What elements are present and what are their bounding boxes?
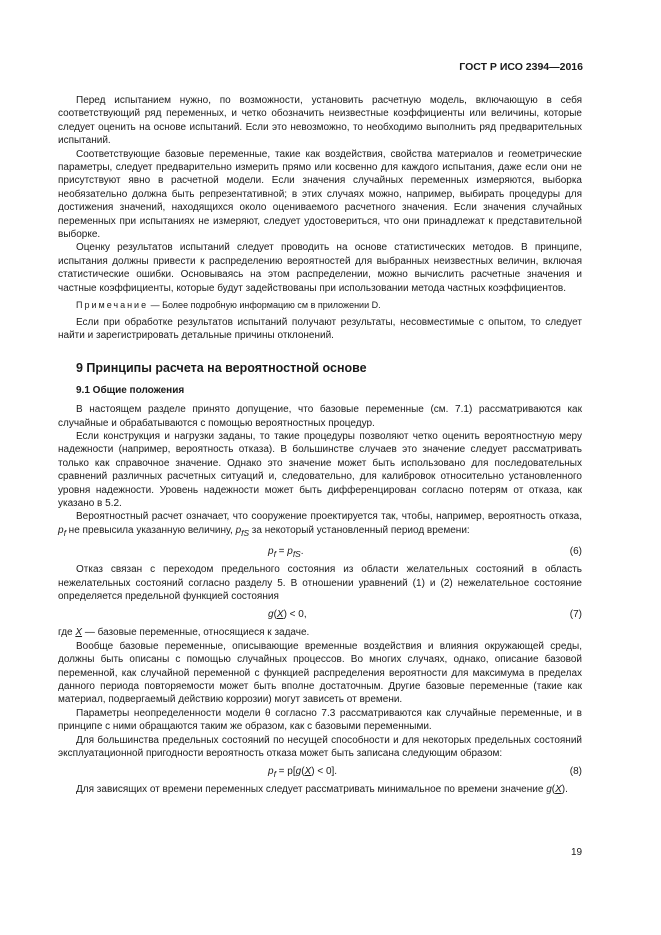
formula-6 xyxy=(58,543,582,560)
subsection-title: 9.1 Общие положения xyxy=(76,384,185,396)
formula-6-number: (6) xyxy=(569,546,582,558)
paragraph: Вообще базовые переменные, описывающие временные воздействия и влияния окружающей среды, должны быть описаны с помощью случайных процессов. Во многих случаях, однако, описание базовой переменной, как случайной переменной с функцией распределения вероятности для максимума в пределах данного периода повторяемости может быть вполне достаточным. Другие базовые переменные (такие как материал, подвергаемый действию коррозии) могут зависеть от времени. xyxy=(58,640,582,706)
formula-8 xyxy=(58,763,582,780)
page-number: 19 xyxy=(571,847,583,858)
formula-7-expression: g(X) < 0, xyxy=(268,609,307,621)
note-label: Примечание xyxy=(76,300,149,311)
paragraph: Соответствующие базовые переменные, такие как воздействия, свойства материалов и геометрические параметры, следует предварительно измерить прямо или косвенно для каждого испытания, даже если они не присутствуют явно в расчетной модели. Если значения случайных переменных измеряются, выборка необязательно должна быть репрезентативной; в этих случаях можно, например, выбирать процедуры для достижения значений, находящихся около оцениваемого расчетного значения. Если значения случайных переменных при испытаниях не измеряют, следует удостовериться, что они принадлежат к представительной выборке. xyxy=(58,148,582,241)
where-clause: где X — базовые переменные, относящиеся к задаче. xyxy=(58,627,310,639)
paragraph: Если при обработке результатов испытаний получают результаты, несовместимые с опытом, то следует найти и зарегистрировать детальные причины отклонений. xyxy=(58,316,582,341)
symbol-pfs: $p_{fS}$ xyxy=(235,524,250,538)
text-span: не превысила указанную величину, xyxy=(65,524,236,536)
paragraph: Параметры неопределенности модели θ согласно 7.3 рассматриваются как случайные переменные, и в принципе с ними обращаются таким же образом, как с базовыми переменными. xyxy=(58,707,582,733)
formula-8-expression: $p_f = p[g(X) < 0]$. xyxy=(268,766,338,780)
text-span: за некоторый установленный период времени: xyxy=(249,524,470,536)
paragraph: Перед испытанием нужно, по возможности, установить расчетную модель, включающую в себя соответствующий ряд переменных, и четко обозначить неизвестные коэффициенты или величины, которые следует оценить на основе испытаний. Если это невозможно, то необходимо выполнить ряд предварительных испытаний. xyxy=(58,95,582,147)
paragraph xyxy=(58,510,582,540)
paragraph: Если конструкция и нагрузки заданы, то такие процедуры позволяют четко оценить вероятностную меру надежности (например, вероятность отказа). В большинстве случаев это значение следует рассматривать только как справочное значение. Однако это значение может быть использовано для последовательных сравнений различных расчетных ситуаций и, следовательно, для калибровок относительно установленного уровня надежности. Уровень надежности может быть дифференцирован согласно потерям от отказа, как указано в 5.2. xyxy=(58,430,582,509)
document-body xyxy=(58,94,582,797)
document-header: ГОСТ Р ИСО 2394—2016 xyxy=(459,61,583,73)
paragraph: Для зависящих от времени переменных следует рассматривать минимальное по времени значение g(X). xyxy=(76,784,568,796)
formula-7 xyxy=(58,606,582,623)
symbol-pf: $p_f$ xyxy=(58,524,66,538)
section-title: 9 Принципы расчета на вероятностной основе xyxy=(76,361,367,376)
paragraph: Оценку результатов испытаний следует проводить на основе статистических методов. В принципе, испытания должны привести к распределению вероятностей для выбранных неизвестных величин, включая статистические ошибки. Основываясь на этом распределении, можно вычислить расчетные значения и частные коэффициенты, которые будут задействованы при использовании метода частных коэффициентов. xyxy=(58,242,582,294)
formula-7-number: (7) xyxy=(569,609,582,621)
note-text: — Более подробную информацию см в приложении D. xyxy=(148,300,381,311)
paragraph: Для большинства предельных состояний по несущей способности и для некоторых предельных состояний эксплуатационной пригодности вероятность отказа может быть записана следующим образом: xyxy=(58,734,582,760)
note xyxy=(58,299,582,312)
text-span: Вероятностный расчет означает, что сооружение проектируется так, чтобы, например, вероятность отказа, xyxy=(76,511,582,523)
paragraph: Отказ связан с переходом предельного состояния из области желательных состояний в область нежелательных состояний согласно разделу 5. В отношении уравнений (1) и (2) нежелательное состояние определяется предельной функцией состояния xyxy=(58,564,582,602)
formula-6-expression: $p_f = p_{fS}$. xyxy=(268,546,304,560)
formula-8-number: (8) xyxy=(569,766,582,778)
paragraph: В настоящем разделе принято допущение, что базовые переменные (см. 7.1) рассматриваются как случайные и обрабатываются с помощью вероятностных процедур. xyxy=(58,404,582,429)
